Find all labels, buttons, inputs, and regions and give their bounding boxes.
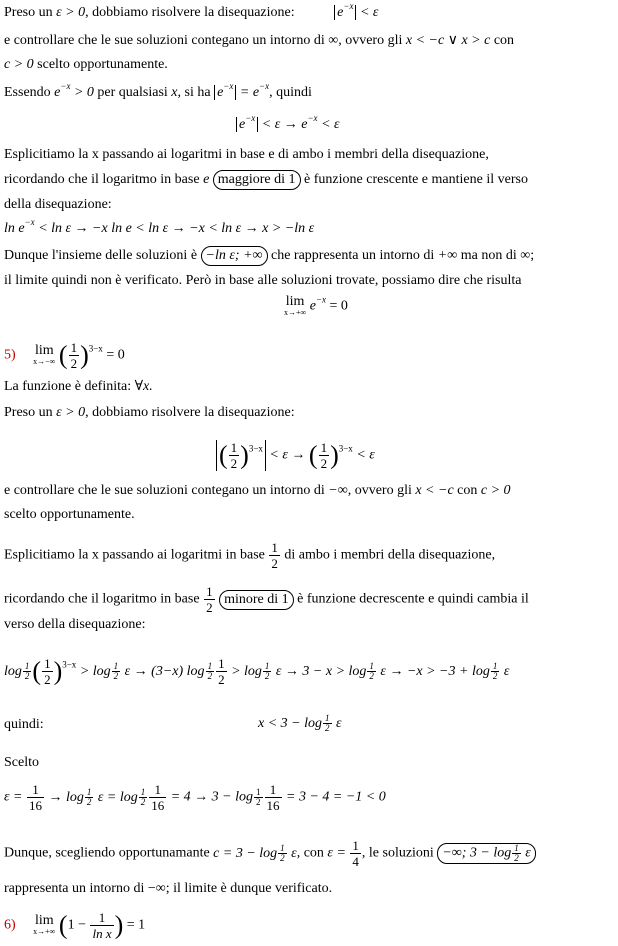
formula-log-half-chain: log $\frac{1}{2}$ ( $\frac{1}{2}$ )$^{3-x}$ > log $\frac{1}{2}$ ε → (3−x) log $\frac{1}{2}$ $\frac{1}{2}$ > log $\frac{1}{2}$ ε → 3 − x > log $\frac{1}{2}$ ε → −x > −3 + log $\frac{1}{2}$ ε xyxy=(4,656,510,687)
text-line-2: e controllare che le sue soluzioni contegano un intorno di ∞, ovvero gli x < −c ∨ x > c con xyxy=(4,33,515,48)
text-line-3: c > 0 scelto opportunamente. xyxy=(4,57,168,72)
formula-epsilon-choice: ε = $\frac{1}{16}$ → log $\frac{1}{2}$ ε = log $\frac{1}{2}$ $\frac{1}{16}$ = 4 → 3 − log $\frac{1}{2}$ $\frac{1}{16}$ = 3 − 4 = −1 < 0 xyxy=(4,782,386,813)
text-line-11: il limite quindi non è verificato. Però in base alle soluzioni trovate, possiamo dire che risulta xyxy=(4,273,522,288)
formula-x-bound: x < 3 − log $\frac{1}{2}$ ε xyxy=(258,713,342,733)
exercise-5-heading: 5) lim x→−∞ ( $\frac{1}{2}$ )$^{3-x}$ = 0 xyxy=(4,340,125,371)
exercise-number-6: 6) xyxy=(4,917,16,933)
text-line-18: scelto opportunamente. xyxy=(4,507,135,522)
formula-abs-inequality: $e^{-x} < \varepsilon \to e^{-x} < \varepsilon$ xyxy=(236,116,340,134)
text-line-7: ricordando che il logaritmo in base e maggiore di 1 è funzione crescente e mantiene il verso xyxy=(4,170,528,190)
text-line-24: Scelto xyxy=(4,755,39,770)
text-line-14: La funzione è definita: ∀x. xyxy=(4,379,153,394)
text-line-8: della disequazione: xyxy=(4,197,112,212)
text-quindi: quindi: xyxy=(4,717,44,732)
text-line-20: ricordando che il logaritmo in base $\frac{1}{2}$ minore di 1 è funzione decrescente e quindi cambia il xyxy=(4,584,529,615)
formula-log-chain: $\ln e^{-x} < \ln \varepsilon \to -x$ ln e < ln ε → −x < ln ε → x > −ln ε xyxy=(4,217,315,236)
text-line-1: Preso un ε > 0, dobbiamo risolvere la disequazione: $e^{-x} < \varepsilon$ xyxy=(4,1,379,20)
text-line-17: e controllare che le sue soluzioni contegano un intorno di −∞, ovvero gli x < −c con c > 0 xyxy=(4,483,511,498)
text-line-21: verso della disequazione: xyxy=(4,617,146,632)
text-line-15: Preso un ε > 0, dobbiamo risolvere la disequazione: xyxy=(4,405,295,420)
text-line-19: Esplicitiamo la x passando ai logaritmi in base $\frac{1}{2}$ di ambo i membri della disequazione, xyxy=(4,540,496,571)
formula-half-power: ( $\frac{1}{2}$ )$^{3-x}$ < ε → ( $\frac{1}{2}$ )$^{3-x}$ < ε xyxy=(216,440,375,471)
text-line-27: rappresenta un intorno di −∞; il limite è dunque verificato. xyxy=(4,881,333,896)
text-line-26: Dunque, scegliendo opportunamante c = 3 − log $\frac{1}{2}$ ε, con ε = $\frac{1}{4}$ , le soluzioni −∞; 3 − log $\frac{1}{2}$ ε xyxy=(4,838,536,869)
formula-limit-result: lim x→+∞ $e^{-x} = 0$ xyxy=(284,294,348,317)
text-line-4: Essendo $e^{-x} > 0$ per qualsiasi x, si ha $e^{-x} = e^{-x}$, quindi xyxy=(4,81,312,100)
exercise-6-heading: 6) lim x→+∞ (1 − $\frac{1}{\text{ln x}}$ ) = 1 xyxy=(4,910,146,941)
text-line-10: Dunque l'insieme delle soluzioni è −ln ε; +∞ che rappresenta un intorno di +∞ ma non di ∞; xyxy=(4,246,534,266)
exercise-number-5: 5) xyxy=(4,347,16,363)
text-line-6: Esplicitiamo la x passando ai logaritmi in base e di ambo i membri della disequazione, xyxy=(4,147,489,162)
